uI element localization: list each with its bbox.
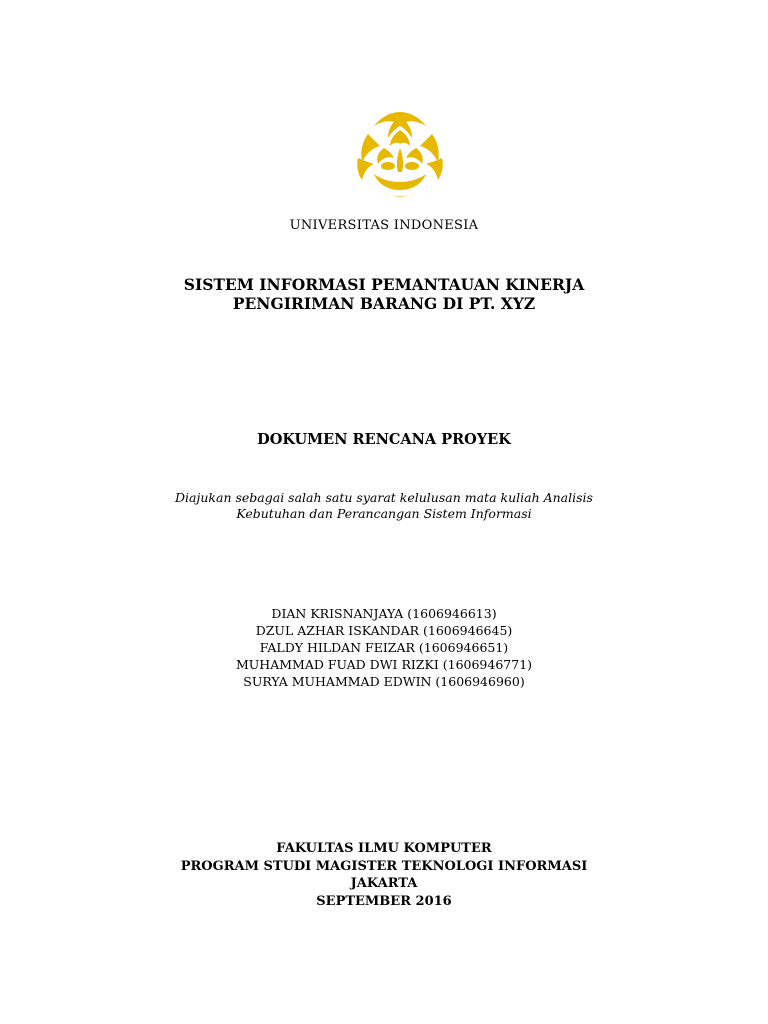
faculty-name: FAKULTAS ILMU KOMPUTER [276, 841, 492, 856]
city-name: JAKARTA [350, 876, 418, 891]
subtitle-line: Diajukan sebagai salah satu syarat kelulusan mata kuliah Analisis [175, 490, 593, 505]
document-type: DOKUMEN RENCANA PROYEK [257, 431, 511, 448]
author-item: SURYA MUHAMMAD EDWIN (1606946960) [243, 674, 525, 689]
document-title [0, 275, 768, 313]
institution-footer [0, 840, 768, 910]
author-item: DIAN KRISNANJAYA (1606946613) [271, 606, 497, 621]
university-name: UNIVERSITAS INDONESIA [289, 218, 479, 233]
author-item: FALDY HILDAN FEIZAR (1606946651) [259, 640, 509, 655]
author-item: DZUL AZHAR ISKANDAR (1606946645) [255, 623, 513, 638]
program-name: PROGRAM STUDI MAGISTER TEKNOLOGI INFORMASI [180, 858, 588, 874]
title-line: SISTEM INFORMASI PEMANTAUAN KINERJA [183, 275, 585, 294]
document-subtitle [0, 490, 768, 522]
author-item: MUHAMMAD FUAD DWI RIZKI (1606946771) [235, 657, 533, 672]
title-line: PENGIRIMAN BARANG DI PT. XYZ [232, 294, 536, 313]
makara-emblem-icon [350, 108, 450, 200]
submission-date: SEPTEMBER 2016 [316, 893, 452, 909]
subtitle-line: Kebutuhan dan Perancangan Sistem Informasi [236, 506, 532, 521]
author-list [0, 605, 768, 690]
